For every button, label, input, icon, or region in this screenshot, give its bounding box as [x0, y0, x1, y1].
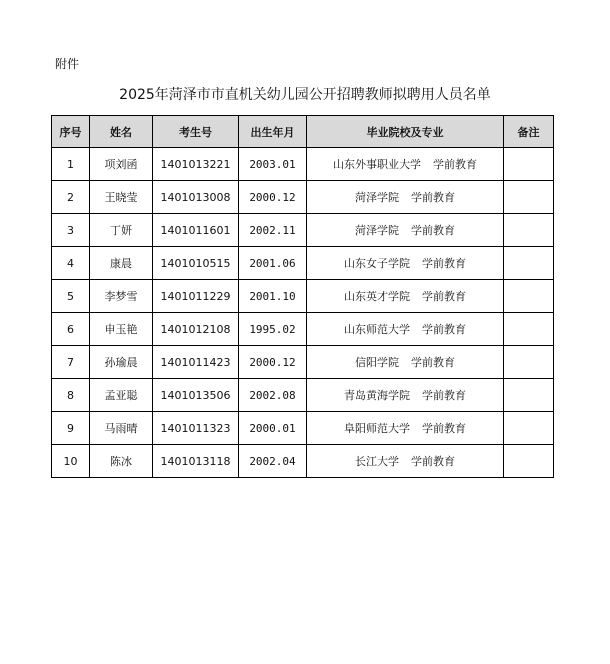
major-name: 学前教育: [411, 191, 455, 204]
cell-serial-number: 7: [52, 346, 90, 379]
table-row: [52, 346, 554, 379]
table-body: [52, 148, 554, 478]
table-row: [52, 148, 554, 181]
cell-exam-id: 1401010515: [153, 247, 239, 280]
table-row: [52, 181, 554, 214]
cell-birth-date: 2001.06: [239, 247, 307, 280]
major-name: 学前教育: [411, 455, 455, 468]
cell-exam-id: 1401011229: [153, 280, 239, 313]
cell-birth-date: 2000.01: [239, 412, 307, 445]
table-header: [52, 116, 554, 148]
table-row: [52, 214, 554, 247]
cell-school-major: [307, 379, 504, 412]
major-name: 学前教育: [422, 323, 466, 336]
cell-school-major: [307, 280, 504, 313]
major-name: 学前教育: [422, 389, 466, 402]
school-name: 山东英才学院: [344, 290, 410, 303]
school-name: 山东师范大学: [344, 323, 410, 336]
table-row: [52, 247, 554, 280]
cell-name: 王晓莹: [90, 181, 153, 214]
cell-school-major: [307, 313, 504, 346]
cell-birth-date: 2001.10: [239, 280, 307, 313]
cell-birth-date: 2002.11: [239, 214, 307, 247]
cell-serial-number: 9: [52, 412, 90, 445]
table-row: [52, 445, 554, 478]
school-name: 菏泽学院: [355, 191, 399, 204]
cell-name: 项刘函: [90, 148, 153, 181]
cell-serial-number: 1: [52, 148, 90, 181]
document-title: 2025年菏泽市市直机关幼儿园公开招聘教师拟聘用人员名单: [119, 87, 491, 103]
table-row: [52, 412, 554, 445]
cell-remarks: [504, 148, 554, 181]
cell-school-major: [307, 247, 504, 280]
cell-serial-number: 3: [52, 214, 90, 247]
cell-exam-id: 1401013221: [153, 148, 239, 181]
cell-remarks: [504, 214, 554, 247]
cell-remarks: [504, 181, 554, 214]
cell-serial-number: 5: [52, 280, 90, 313]
cell-exam-id: 1401013008: [153, 181, 239, 214]
table-row: [52, 379, 554, 412]
cell-serial-number: 10: [52, 445, 90, 478]
cell-serial-number: 6: [52, 313, 90, 346]
header-birth-date: 出生年月: [239, 116, 307, 148]
header-row: [52, 116, 554, 148]
cell-school-major: [307, 445, 504, 478]
hiring-roster-table: [51, 115, 554, 478]
header-serial-number: 序号: [52, 116, 90, 148]
cell-school-major: [307, 214, 504, 247]
major-name: 学前教育: [411, 356, 455, 369]
cell-remarks: [504, 346, 554, 379]
cell-school-major: [307, 181, 504, 214]
cell-school-major: [307, 148, 504, 181]
cell-exam-id: 1401013118: [153, 445, 239, 478]
cell-exam-id: 1401012108: [153, 313, 239, 346]
cell-name: 孙瑜晨: [90, 346, 153, 379]
cell-birth-date: 2002.08: [239, 379, 307, 412]
cell-school-major: [307, 346, 504, 379]
school-name: 长江大学: [355, 455, 399, 468]
cell-name: 丁妍: [90, 214, 153, 247]
major-name: 学前教育: [422, 257, 466, 270]
cell-school-major: [307, 412, 504, 445]
header-remarks: 备注: [504, 116, 554, 148]
cell-remarks: [504, 247, 554, 280]
cell-remarks: [504, 313, 554, 346]
school-name: 山东女子学院: [344, 257, 410, 270]
major-name: 学前教育: [422, 290, 466, 303]
school-name: 菏泽学院: [355, 224, 399, 237]
cell-name: 马雨晴: [90, 412, 153, 445]
major-name: 学前教育: [433, 158, 477, 171]
cell-serial-number: 2: [52, 181, 90, 214]
cell-remarks: [504, 412, 554, 445]
header-name: 姓名: [90, 116, 153, 148]
cell-exam-id: 1401011323: [153, 412, 239, 445]
school-name: 阜阳师范大学: [344, 422, 410, 435]
cell-remarks: [504, 280, 554, 313]
major-name: 学前教育: [411, 224, 455, 237]
school-name: 青岛黄海学院: [344, 389, 410, 402]
cell-exam-id: 1401011601: [153, 214, 239, 247]
table-row: [52, 313, 554, 346]
cell-name: 申玉艳: [90, 313, 153, 346]
cell-remarks: [504, 445, 554, 478]
header-school-major: 毕业院校及专业: [307, 116, 504, 148]
school-name: 山东外事职业大学: [333, 158, 421, 171]
cell-birth-date: 2000.12: [239, 346, 307, 379]
school-name: 信阳学院: [355, 356, 399, 369]
cell-birth-date: 2000.12: [239, 181, 307, 214]
table-row: [52, 280, 554, 313]
cell-name: 李梦雪: [90, 280, 153, 313]
major-name: 学前教育: [422, 422, 466, 435]
cell-name: 康晨: [90, 247, 153, 280]
cell-serial-number: 4: [52, 247, 90, 280]
cell-birth-date: 2002.04: [239, 445, 307, 478]
header-exam-id: 考生号: [153, 116, 239, 148]
cell-birth-date: 2003.01: [239, 148, 307, 181]
cell-exam-id: 1401011423: [153, 346, 239, 379]
cell-birth-date: 1995.02: [239, 313, 307, 346]
cell-exam-id: 1401013506: [153, 379, 239, 412]
cell-name: 陈冰: [90, 445, 153, 478]
annex-label: 附件: [55, 57, 80, 71]
cell-serial-number: 8: [52, 379, 90, 412]
cell-remarks: [504, 379, 554, 412]
cell-name: 孟亚聪: [90, 379, 153, 412]
